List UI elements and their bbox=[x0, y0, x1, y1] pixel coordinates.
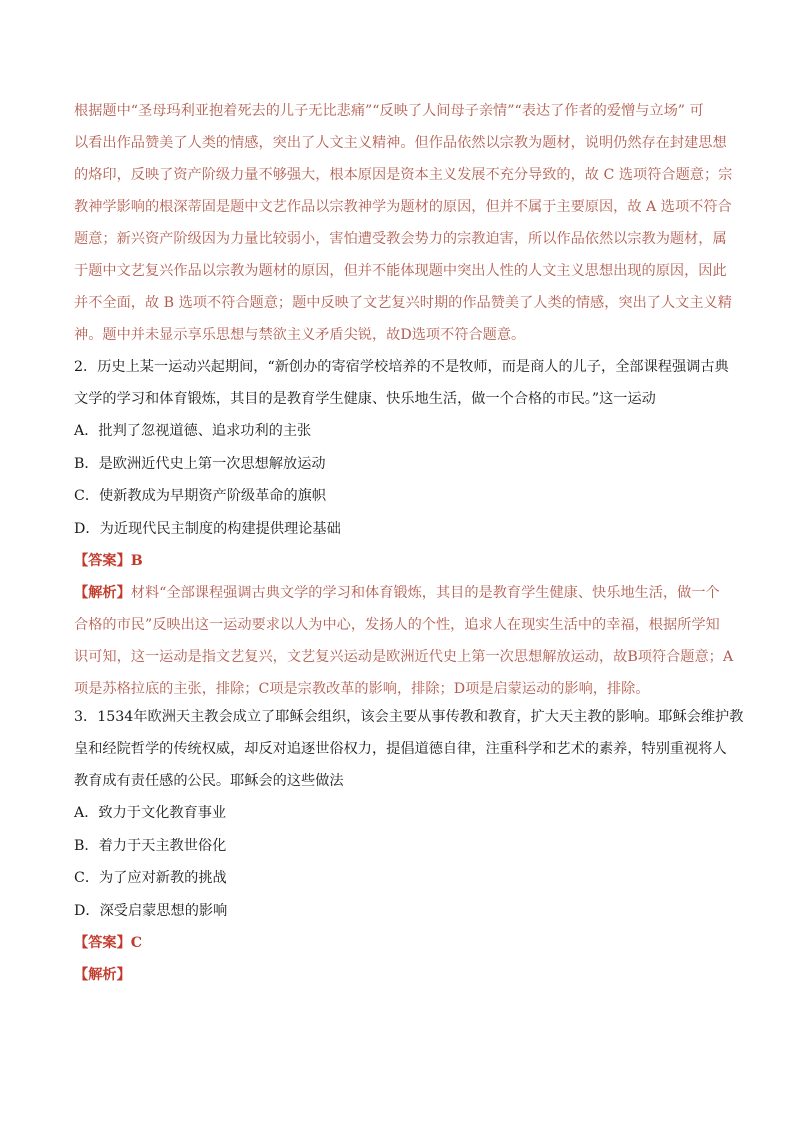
question-2 bbox=[74, 351, 734, 705]
analysis-line: 项是苏格拉底的主张，排除；C项是宗教改革的影响，排除；D项是启蒙运动的影响，排除。 bbox=[74, 681, 650, 697]
analysis-line: 于题中文艺复兴作品以宗教为题材的原因，但并不能体现题中突出人性的人文主义思想出现的原因，因此 bbox=[74, 263, 727, 279]
analysis-line bbox=[74, 959, 724, 991]
answer-label: 【答案】 bbox=[74, 935, 131, 951]
analysis-line: 教神学影响的根深蒂固是题中文艺作品以宗教神学为题材的原因，但并不属于主要原因，故 A 选项不符合 bbox=[74, 199, 732, 215]
option-c: C．为了应对新教的挑战 bbox=[74, 870, 227, 886]
analysis-line: 并不全面，故 B 选项不符合题意；题中反映了文艺复兴时期的作品赞美了人类的情感，突出了人文主义精 bbox=[74, 295, 732, 311]
question-stem-line: 文学的学习和体育锻炼，其目的是教育学生健康、快乐地生活，做一个合格的市民。”这一运动 bbox=[74, 391, 656, 407]
option-d: D．深受启蒙思想的影响 bbox=[74, 902, 228, 919]
analysis-text: 材料“全部课程强调古典文学的学习和体育锻炼，其目的是教育学生健康、快乐地生活，做一个 bbox=[130, 585, 720, 601]
previous-analysis-text bbox=[74, 95, 733, 351]
answer-line bbox=[74, 927, 724, 959]
analysis-line: 的烙印，反映了资产阶级力量不够强大，根本原因是资本主义发展不充分导致的，故 C 选项符合题意；宗 bbox=[74, 167, 733, 183]
analysis-label: 【解析】 bbox=[74, 967, 131, 983]
option-a: A．致力于文化教育事业 bbox=[74, 805, 227, 821]
question-stem-line: 教育成有责任感的公民。耶稣会的这些做法 bbox=[74, 773, 344, 789]
answer-value: C bbox=[130, 935, 143, 951]
analysis-line: 根据题中“圣母玛利亚抱着死去的儿子无比悲痛”“反映了人间母子亲情”“表达了作者的爱憎与立场” 可 bbox=[74, 103, 704, 119]
option-b: B．着力于天主教世俗化 bbox=[74, 837, 227, 854]
question-stem-line: 3．1534年欧洲天主教会成立了耶稣会组织，该会主要从事传教和教育，扩大天主教的影响。耶稣会维护教 bbox=[74, 709, 744, 725]
question-3 bbox=[74, 701, 744, 991]
option-a: A．批判了忽视道德、追求功利的主张 bbox=[74, 423, 312, 439]
analysis-line: 合格的市民”反映出这一运动要求以人为中心，发扬人的个性，追求人在现实生活中的幸福，根据所学知 bbox=[74, 617, 720, 633]
analysis-line: 神。题中并未显示享乐思想与禁欲主义矛盾尖锐，故D选项不符合题意。 bbox=[74, 327, 526, 343]
option-b: B．是欧洲近代史上第一次思想解放运动 bbox=[74, 455, 326, 472]
analysis-line: 题意；新兴资产阶级因为力量比较弱小，害怕遭受教会势力的宗教迫害，所以作品依然以宗教为题材，属 bbox=[74, 231, 727, 247]
answer-value: B bbox=[130, 553, 143, 569]
analysis-line: 识可知，这一运动是指文艺复兴，文艺复兴运动是欧洲近代史上第一次思想解放运动，故B项符合题意；A bbox=[74, 649, 734, 665]
option-d: D．为近现代民主制度的构建提供理论基础 bbox=[74, 520, 341, 537]
option-c: C．使新教成为早期资产阶级革命的旗帜 bbox=[74, 488, 327, 504]
question-stem-line: 皇和经院哲学的传统权威，却反对追逐世俗权力，提倡道德自律，注重科学和艺术的素养，特别重视将人 bbox=[74, 741, 727, 757]
answer-line bbox=[74, 545, 724, 577]
answer-label: 【答案】 bbox=[74, 553, 131, 569]
analysis-line bbox=[74, 577, 724, 609]
question-stem-line: 2．历史上某一运动兴起期间，“新创办的寄宿学校培养的不是牧师，而是商人的儿子，全部课程强调古典 bbox=[74, 359, 729, 375]
analysis-line: 以看出作品赞美了人类的情感，突出了人文主义精神。但作品依然以宗教为题材，说明仍然存在封建思想 bbox=[74, 135, 727, 151]
analysis-label: 【解析】 bbox=[74, 585, 131, 601]
